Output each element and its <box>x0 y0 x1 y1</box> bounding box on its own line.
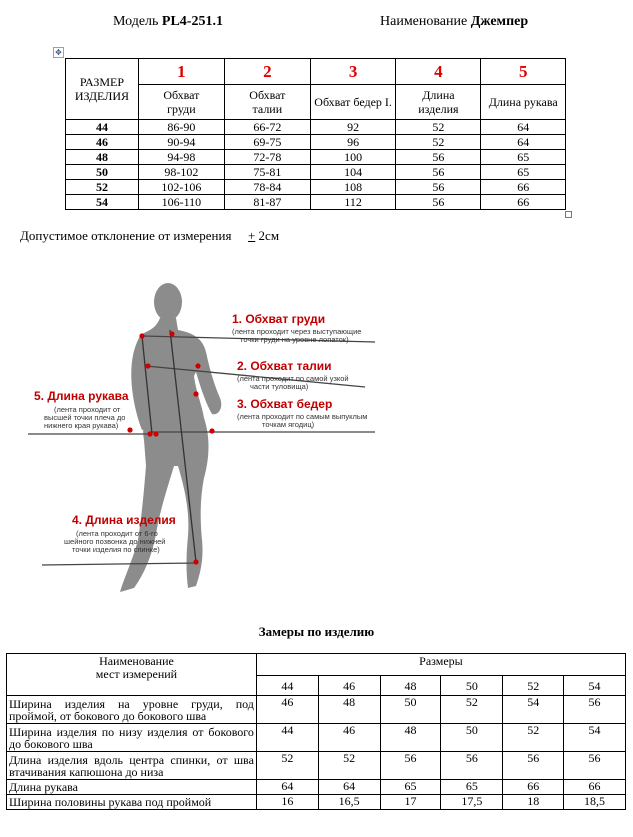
model-heading <box>113 14 223 30</box>
column-header: Длина изделия <box>396 85 481 120</box>
label-hips-desc: точкам ягодиц) <box>262 420 315 429</box>
size-header: РАЗМЕР ИЗДЕЛИЯ <box>66 59 139 120</box>
label-sleeve-title: 5. Длина рукава <box>34 389 129 403</box>
measurement-value: 17 <box>380 795 441 810</box>
size-cell: 44 <box>66 120 139 135</box>
measurement-name: Ширина половины рукава под проймой <box>7 795 257 810</box>
value-cell: 56 <box>396 195 481 210</box>
size-row <box>66 165 566 180</box>
label-sleeve-desc: нижнего края рукава) <box>44 421 119 430</box>
value-cell: 92 <box>310 120 396 135</box>
measurement-row <box>7 696 626 724</box>
measurement-name: Длина изделия вдоль центра спинки, от шва втачивания капюшона до низа <box>7 752 257 780</box>
label-length-desc: шейного позвонка до нижней <box>64 537 166 546</box>
product-name-heading <box>380 14 528 30</box>
tolerance-text: Допустимое отклонение от измерения <box>20 228 232 243</box>
size-row <box>66 120 566 135</box>
value-cell: 102-106 <box>138 180 224 195</box>
value-cell: 78-84 <box>224 180 310 195</box>
measurement-value: 18 <box>503 795 564 810</box>
value-cell: 65 <box>481 165 566 180</box>
sizes-header: Размеры <box>256 654 625 676</box>
column-number: 2 <box>224 59 310 85</box>
measurements-table <box>6 653 626 810</box>
value-cell: 69-75 <box>224 135 310 150</box>
label-waist-title: 2. Обхват талии <box>237 359 332 373</box>
measurement-row <box>7 724 626 752</box>
value-cell: 52 <box>396 120 481 135</box>
model-value: PL4-251.1 <box>161 14 223 29</box>
label-chest-desc: точки груди на уровне лопаток) <box>240 335 349 344</box>
size-table <box>65 58 566 210</box>
label-length-title: 4. Длина изделия <box>72 513 176 527</box>
measurement-value: 46 <box>256 696 318 724</box>
body-measurement-diagram <box>0 268 633 608</box>
value-cell: 66 <box>481 180 566 195</box>
value-cell: 100 <box>310 150 396 165</box>
size-cell: 48 <box>66 150 139 165</box>
value-cell: 52 <box>396 135 481 150</box>
table-resize-handle[interactable] <box>565 211 572 218</box>
value-cell: 81-87 <box>224 195 310 210</box>
size-column-header: 48 <box>380 676 441 696</box>
product-name-value: Джемпер <box>470 14 529 29</box>
label-waist-desc: части туловища) <box>250 382 309 391</box>
value-cell: 56 <box>396 180 481 195</box>
size-row <box>66 195 566 210</box>
measurement-value: 66 <box>503 780 564 795</box>
label-chest-title: 1. Обхват груди <box>232 312 326 326</box>
label-chest-desc: (лента проходит через выступающие <box>232 327 362 336</box>
measurement-value: 50 <box>441 724 503 752</box>
size-column-header: 44 <box>256 676 318 696</box>
measurement-value: 52 <box>318 752 380 780</box>
column-number: 4 <box>396 59 481 85</box>
label-length-desc: точки изделия по спинке) <box>72 545 160 554</box>
measurements-title: Замеры по изделию <box>258 624 375 639</box>
tolerance-plus-minus: + <box>247 228 256 243</box>
measurement-value: 17,5 <box>441 795 503 810</box>
table-move-handle-icon[interactable]: ✥ <box>53 47 64 58</box>
value-cell: 65 <box>481 150 566 165</box>
label-sleeve-desc: высшей точки плеча до <box>44 413 126 422</box>
measurement-value: 50 <box>380 696 441 724</box>
measurement-row <box>7 780 626 795</box>
measurement-value: 48 <box>318 696 380 724</box>
tolerance-note <box>20 228 279 244</box>
measurement-value: 52 <box>256 752 318 780</box>
value-cell: 112 <box>310 195 396 210</box>
column-number: 5 <box>481 59 566 85</box>
size-cell: 52 <box>66 180 139 195</box>
measurement-row <box>7 795 626 810</box>
value-cell: 104 <box>310 165 396 180</box>
measurement-value: 52 <box>503 724 564 752</box>
measurement-value: 66 <box>564 780 626 795</box>
size-column-header: 52 <box>503 676 564 696</box>
value-cell: 56 <box>396 165 481 180</box>
measurement-value: 65 <box>380 780 441 795</box>
measurement-name: Ширина изделия по низу изделия от бокового до бокового шва <box>7 724 257 752</box>
measurement-value: 52 <box>441 696 503 724</box>
label-sleeve-desc: (лента проходит от <box>54 405 121 414</box>
size-row <box>66 150 566 165</box>
measurement-value: 16 <box>256 795 318 810</box>
measurement-value: 56 <box>441 752 503 780</box>
value-cell: 64 <box>481 120 566 135</box>
value-cell: 96 <box>310 135 396 150</box>
column-header: Обхват бедер I. <box>310 85 396 120</box>
size-cell: 46 <box>66 135 139 150</box>
measurement-value: 44 <box>256 724 318 752</box>
measurement-value: 48 <box>380 724 441 752</box>
size-column-header: 46 <box>318 676 380 696</box>
measurement-name: Длина рукава <box>7 780 257 795</box>
column-number: 1 <box>138 59 224 85</box>
label-waist-desc: (лента проходит по самой узкой <box>237 374 349 383</box>
value-cell: 66 <box>481 195 566 210</box>
value-cell: 75-81 <box>224 165 310 180</box>
measurement-value: 46 <box>318 724 380 752</box>
measurement-value: 64 <box>318 780 380 795</box>
measurement-value: 56 <box>564 752 626 780</box>
column-header: Длина рукава <box>481 85 566 120</box>
value-cell: 108 <box>310 180 396 195</box>
column-header: Обхват талии <box>224 85 310 120</box>
label-length-desc: (лента проходит от 6-го <box>76 529 158 538</box>
measurement-value: 56 <box>564 696 626 724</box>
size-column-header: 54 <box>564 676 626 696</box>
value-cell: 66-72 <box>224 120 310 135</box>
size-row <box>66 135 566 150</box>
value-cell: 98-102 <box>138 165 224 180</box>
size-cell: 54 <box>66 195 139 210</box>
measurement-value: 54 <box>564 724 626 752</box>
label-hips-desc: (лента проходит по самым выпуклым <box>237 412 368 421</box>
model-label: Модель <box>113 14 162 29</box>
measurement-value: 65 <box>441 780 503 795</box>
value-cell: 56 <box>396 150 481 165</box>
value-cell: 86-90 <box>138 120 224 135</box>
measurement-name: Ширина изделия на уровне груди, под проймой, от бокового до бокового шва <box>7 696 257 724</box>
product-name-label: Наименование <box>380 14 471 29</box>
value-cell: 94-98 <box>138 150 224 165</box>
measurement-row <box>7 752 626 780</box>
value-cell: 106-110 <box>138 195 224 210</box>
tolerance-value: 2см <box>255 228 280 243</box>
measurement-value: 54 <box>503 696 564 724</box>
measurement-value: 16,5 <box>318 795 380 810</box>
name-header: Наименование мест измерений <box>7 654 257 696</box>
measurement-value: 56 <box>503 752 564 780</box>
value-cell: 90-94 <box>138 135 224 150</box>
value-cell: 64 <box>481 135 566 150</box>
size-cell: 50 <box>66 165 139 180</box>
column-number: 3 <box>310 59 396 85</box>
size-row <box>66 180 566 195</box>
measurement-value: 64 <box>256 780 318 795</box>
measurement-value: 18,5 <box>564 795 626 810</box>
column-header: Обхват груди <box>138 85 224 120</box>
label-hips-title: 3. Обхват бедер <box>237 397 333 411</box>
measurement-value: 56 <box>380 752 441 780</box>
value-cell: 72-78 <box>224 150 310 165</box>
size-column-header: 50 <box>441 676 503 696</box>
